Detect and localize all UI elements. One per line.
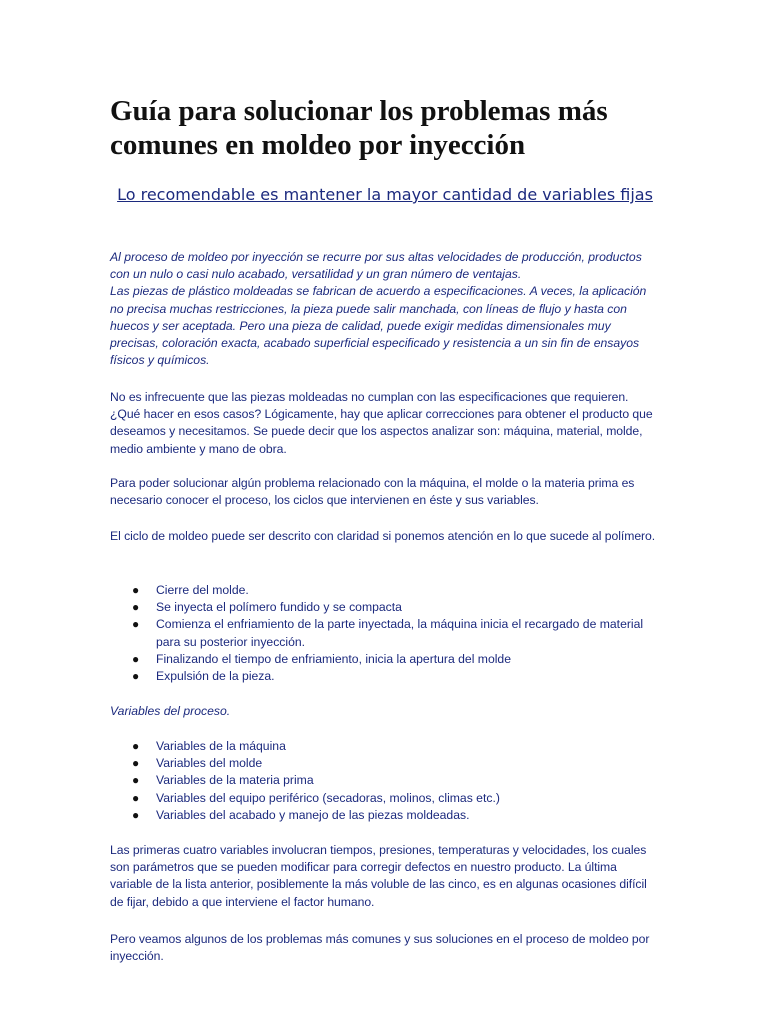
list-item: ● Variables del molde: [110, 755, 658, 772]
page-title: Guía para solucionar los problemas más comunes en moldeo por inyección: [110, 95, 608, 161]
cycle-steps-list: [110, 582, 658, 685]
intro-paragraph-2: Las piezas de plástico moldeadas se fabrican de acuerdo a especificaciones. A veces, la aplicación no precisa muchas restricciones, la pieza puede salir manchada, con líneas de flujo y hasta con huecos y ser aceptada. Pero una pieza de calidad, puede exigir medidas dimensionales muy precisas, coloración exacta, acabado superficial especificado y resistencia a un sin fin de ensayos físicos y químicos.: [110, 284, 647, 368]
list-item: ● Variables del equipo periférico (secadoras, molinos, climas etc.): [110, 790, 658, 807]
bullet-icon: ●: [132, 790, 140, 805]
intro-paragraph: Al proceso de moldeo por inyección se recurre por sus altas velocidades de producción, productos con un nulo o casi nulo acabado, versatilidad y un gran número de ventajas.: [110, 250, 642, 282]
variables-heading: Variables del proceso.: [110, 704, 231, 718]
bullet-icon: ●: [132, 651, 140, 666]
paragraph-cycle: El ciclo de moldeo puede ser descrito con claridad si ponemos atención en lo que sucede al polímero.: [110, 529, 656, 543]
list-item: ● Expulsión de la pieza.: [110, 668, 658, 685]
paragraph-solving: Para poder solucionar algún problema relacionado con la máquina, el molde o la materia prima es necesario conocer el proceso, los ciclos que intervienen en éste y sus variables.: [110, 476, 635, 508]
list-item: ● Variables del acabado y manejo de las piezas moldeadas.: [110, 807, 658, 824]
subtitle-link[interactable]: Lo recomendable es mantener la mayor cantidad de variables fijas: [117, 185, 653, 204]
bullet-icon: ●: [132, 600, 140, 615]
intro-section: [110, 249, 658, 369]
bullet-icon: ●: [132, 583, 140, 597]
list-item: ● Cierre del molde.: [110, 582, 658, 599]
bullet-icon: ●: [132, 756, 140, 771]
paragraph-variables-summary: Las primeras cuatro variables involucran tiempos, presiones, temperaturas y velocidades, los cuales son parámetros que se pueden modificar para corregir defectos en nuestro producto. La última variable de la lista anterior, posiblemente la más voluble de las cinco, es en algunas ocasiones difícil de fijar, debido a que interviene el factor humano.: [110, 843, 647, 909]
bullet-icon: ●: [132, 773, 140, 788]
variables-list: [110, 738, 658, 824]
list-item: ● Variables de la máquina: [110, 738, 658, 755]
list-item: ● Se inyecta el polímero fundido y se compacta: [110, 599, 658, 616]
list-item: ● Variables de la materia prima: [110, 772, 658, 789]
list-item: ● Comienza el enfriamiento de la parte inyectada, la máquina inicia el recargado de material para su posterior inyección.: [132, 617, 644, 649]
bullet-icon: ●: [132, 617, 140, 632]
bullet-icon: ●: [132, 739, 140, 753]
bullet-icon: ●: [132, 669, 140, 684]
list-item: ● Finalizando el tiempo de enfriamiento, inicia la apertura del molde: [110, 651, 658, 668]
paragraph-closing: Pero veamos algunos de los problemas más comunes y sus soluciones en el proceso de moldeo por inyección.: [110, 932, 650, 964]
bullet-icon: ●: [132, 807, 140, 822]
paragraph-specifications: No es infrecuente que las piezas moldeadas no cumplan con las especificaciones que requieren. ¿Qué hacer en esos casos? Lógicamente, hay que aplicar correcciones para obtener el producto que deseamos y necesitamos. Se puede decir que los aspectos analizar son: máquina, material, molde, medio ambiente y mano de obra.: [110, 390, 653, 456]
